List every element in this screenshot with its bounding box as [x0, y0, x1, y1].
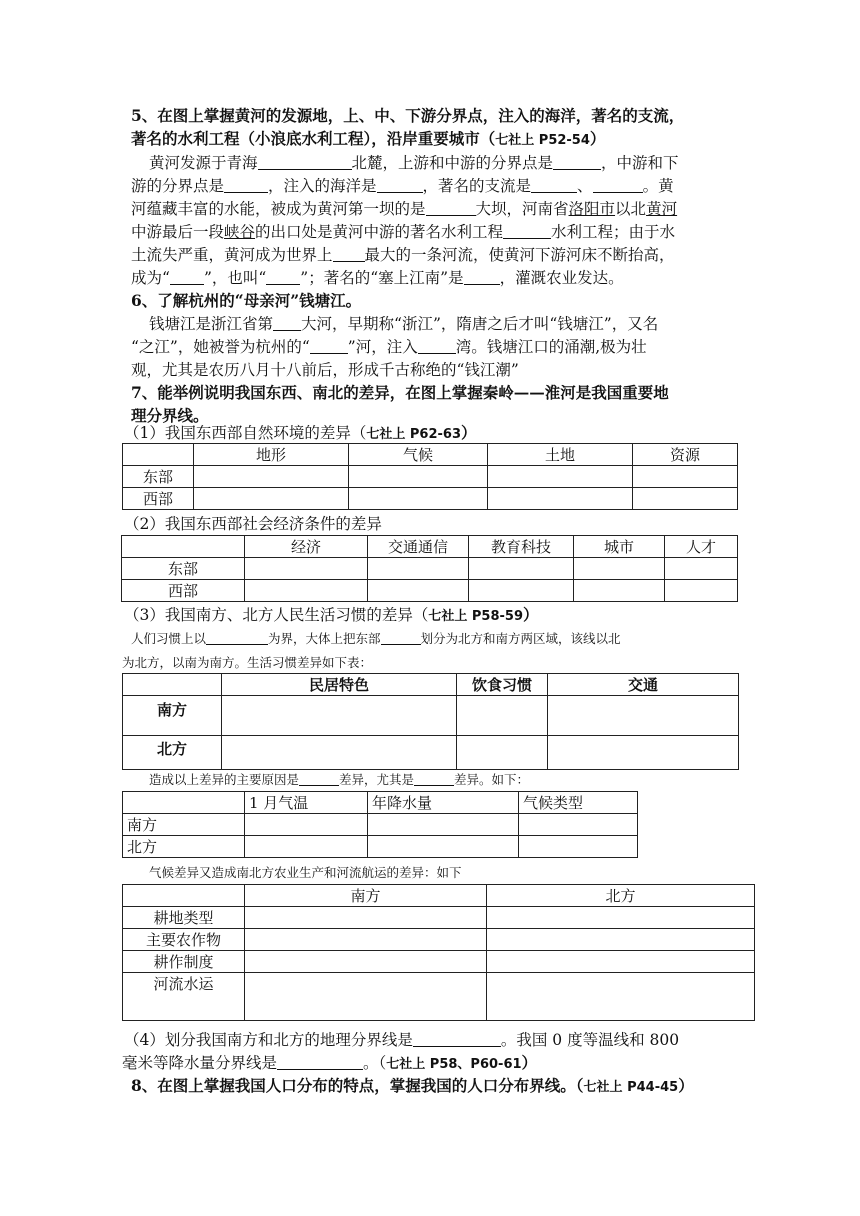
fill-blank[interactable]: [503, 223, 551, 239]
fill-blank[interactable]: [273, 315, 301, 331]
table-row: [123, 696, 739, 736]
textbook-ref: 七社上 P58、P60-61: [386, 1057, 522, 1072]
table-row: [123, 973, 755, 1021]
answer-cell[interactable]: [245, 836, 368, 858]
fill-blank[interactable]: [277, 1054, 363, 1070]
fill-blank[interactable]: [381, 629, 421, 645]
row-label: 北方: [123, 736, 222, 770]
table-header: [123, 444, 194, 466]
answer-cell[interactable]: [519, 836, 638, 858]
table-header: 1 月气温: [245, 792, 368, 814]
t1-title: （1）我国东西部自然环境的差异（七社上 P62-63）: [124, 423, 477, 442]
row-label: 东部: [122, 558, 245, 580]
answer-cell[interactable]: [548, 696, 739, 736]
table-row: [123, 466, 738, 488]
answer-cell[interactable]: [222, 736, 457, 770]
answer-cell[interactable]: [349, 488, 488, 510]
table-header: 气候: [349, 444, 488, 466]
s6-para-line1: 钱塘江是浙江省第 大河，早期称“浙江”，隋唐之后才叫“钱塘江”，又名: [149, 315, 659, 333]
fill-blank[interactable]: [426, 200, 476, 216]
fill-blank[interactable]: [266, 269, 300, 285]
table-header: 气候类型: [519, 792, 638, 814]
answer-cell[interactable]: [457, 736, 548, 770]
t3-para-line1: 人们习惯上以 为界，大体上把东部 划分为北方和南方两区域，该线以北: [131, 631, 621, 646]
s5-para-line6: 成为“ ”，也叫“ ”；著名的“塞上江南”是 ，灌溉农业发达。: [131, 269, 624, 287]
row-label: 南方: [123, 696, 222, 736]
answer-cell[interactable]: [665, 558, 738, 580]
row-label: 耕地类型: [123, 907, 245, 929]
table-header: 教育科技: [469, 536, 574, 558]
textbook-ref: 七社上 P58-59: [428, 609, 524, 624]
s6-heading: 6、了解杭州的“母亲河”钱塘江。: [131, 291, 362, 310]
t3-para-line2: 为北方，以南为南方。生活习惯差异如下表：: [122, 655, 373, 670]
table-header: 年降水量: [368, 792, 519, 814]
answer-cell[interactable]: [368, 558, 469, 580]
table-header: 地形: [194, 444, 349, 466]
s5-para-line1: 黄河发源于青海 北麓，上游和中游的分界点是 ，中游和下: [149, 154, 679, 172]
answer-cell[interactable]: [245, 580, 368, 602]
table-row: [123, 951, 755, 973]
fill-blank[interactable]: [310, 338, 348, 354]
fill-blank[interactable]: [258, 154, 352, 170]
answer-cell[interactable]: [245, 929, 487, 951]
answer-cell[interactable]: [488, 466, 633, 488]
t5-intro: 气候差异又造成南北方农业生产和河流航运的差异：如下: [149, 865, 462, 880]
s7-heading-line2: 理分界线。: [131, 406, 209, 425]
table-header: [123, 674, 222, 696]
row-label: 西部: [122, 580, 245, 602]
answer-cell[interactable]: [633, 488, 738, 510]
table-row: [123, 907, 755, 929]
table-row: [123, 814, 638, 836]
s5-para-line5: 土流失严重，黄河成为世界上 最大的一条河流，使黄河下游河床不断抬高，: [131, 246, 675, 264]
table-header: 土地: [488, 444, 633, 466]
textbook-ref: 七社上 P62-63: [366, 427, 462, 442]
t3-title: （3）我国南方、北方人民生活习惯的差异（七社上 P58-59）: [124, 605, 539, 624]
table-header: 交通通信: [368, 536, 469, 558]
answer-cell[interactable]: [469, 580, 574, 602]
east-west-economic-table: [121, 535, 738, 602]
answer-cell[interactable]: [487, 973, 755, 1021]
answer-cell[interactable]: [487, 951, 755, 973]
textbook-ref: 七社上 P44-45: [583, 1080, 679, 1095]
row-label: 北方: [123, 836, 245, 858]
q4-line2: 毫米等降水量分界线是 。（七社上 P58、P60-61）: [122, 1053, 538, 1072]
row-label: 主要农作物: [123, 929, 245, 951]
fill-blank[interactable]: [413, 1031, 501, 1047]
row-label: 南方: [123, 814, 245, 836]
answer-cell[interactable]: [194, 466, 349, 488]
answer-cell[interactable]: [222, 696, 457, 736]
table-row: [122, 558, 738, 580]
table-header: 资源: [633, 444, 738, 466]
s6-para-line2: “之江”，她被誉为杭州的“ ”河，注入 湾。钱塘江口的涌潮,极为壮: [131, 338, 647, 356]
table-header: 北方: [487, 885, 755, 907]
answer-cell[interactable]: [368, 814, 519, 836]
answer-cell[interactable]: [245, 814, 368, 836]
s8-heading: 8、在图上掌握我国人口分布的特点，掌握我国的人口分布界线。（七社上 P44-45）: [131, 1076, 694, 1095]
north-south-climate-table: [122, 791, 638, 858]
fill-blank[interactable]: [553, 154, 601, 170]
north-south-habits-table: [122, 673, 739, 770]
row-label: 西部: [123, 488, 194, 510]
answer-cell[interactable]: [665, 580, 738, 602]
s5-para-line4: 中游最后一段峡谷的出口处是黄河中游的著名水利工程 水利工程；由于水: [131, 223, 676, 241]
answer-cell[interactable]: [633, 466, 738, 488]
fill-blank[interactable]: [418, 338, 456, 354]
answer-cell[interactable]: [368, 580, 469, 602]
s5-heading-line2: 著名的水利工程（小浪底水利工程），沿岸重要城市（七社上 P52-54）: [131, 129, 606, 148]
table-row: [123, 736, 739, 770]
table-header: 交通: [548, 674, 739, 696]
fill-blank[interactable]: [593, 177, 643, 193]
t4-para: 造成以上差异的主要原因是 差异，尤其是 差异。如下：: [149, 772, 530, 787]
q4-line1: （4）划分我国南方和北方的地理分界线是 。我国 0 度等温线和 800: [124, 1031, 680, 1049]
answer-cell[interactable]: [368, 836, 519, 858]
row-label: 河流水运: [123, 973, 245, 1021]
table-row: [123, 929, 755, 951]
answer-cell[interactable]: [574, 580, 665, 602]
fill-blank[interactable]: [464, 269, 500, 285]
s5-para-line2: 游的分界点是 ，注入的海洋是 ，著名的支流是 、 。黄: [131, 177, 674, 195]
t2-title: （2）我国东西部社会经济条件的差异: [124, 515, 382, 533]
row-label: 耕作制度: [123, 951, 245, 973]
answer-cell[interactable]: [487, 907, 755, 929]
fill-blank[interactable]: [224, 177, 268, 193]
answer-cell[interactable]: [457, 696, 548, 736]
answer-cell[interactable]: [349, 466, 488, 488]
answer-cell[interactable]: [194, 488, 349, 510]
s5-para-line3: 河蕴藏丰富的水能，被成为黄河第一坝的是 大坝，河南省洛阳市以北黄河: [131, 200, 678, 218]
table-header: [123, 885, 245, 907]
table-header: [123, 792, 245, 814]
s5-heading-line1: 5、在图上掌握黄河的发源地，上、中、下游分界点，注入的海洋，著名的支流，: [131, 106, 685, 125]
answer-cell[interactable]: [519, 814, 638, 836]
s7-heading-line1: 7、能举例说明我国东西、南北的差异，在图上掌握秦岭——淮河是我国重要地: [131, 383, 669, 402]
answer-cell[interactable]: [487, 929, 755, 951]
answer-cell[interactable]: [245, 558, 368, 580]
answer-cell[interactable]: [245, 951, 487, 973]
fill-blank[interactable]: [531, 177, 577, 193]
answer-cell[interactable]: [548, 736, 739, 770]
table-header: 经济: [245, 536, 368, 558]
answer-cell[interactable]: [469, 558, 574, 580]
fill-blank[interactable]: [377, 177, 423, 193]
table-header: 人才: [665, 536, 738, 558]
fill-blank[interactable]: [299, 770, 339, 786]
fill-blank[interactable]: [206, 629, 268, 645]
table-header: 饮食习惯: [457, 674, 548, 696]
fill-blank[interactable]: [333, 246, 365, 262]
table-header: 民居特色: [222, 674, 457, 696]
answer-cell[interactable]: [245, 907, 487, 929]
table-row: [122, 580, 738, 602]
answer-cell[interactable]: [488, 488, 633, 510]
answer-cell[interactable]: [245, 973, 487, 1021]
table-row: [123, 488, 738, 510]
textbook-ref: 七社上 P52-54: [495, 133, 590, 148]
table-row: [123, 836, 638, 858]
table-header: [122, 536, 245, 558]
fill-blank[interactable]: [170, 269, 204, 285]
table-header: 城市: [574, 536, 665, 558]
agriculture-shipping-table: [122, 884, 755, 1021]
s6-para-line3: 观，尤其是农历八月十八前后，形成千古称绝的“钱江潮”: [131, 361, 519, 379]
row-label: 东部: [123, 466, 194, 488]
answer-cell[interactable]: [574, 558, 665, 580]
fill-blank[interactable]: [414, 770, 454, 786]
east-west-natural-table: [122, 443, 738, 510]
table-header: 南方: [245, 885, 487, 907]
